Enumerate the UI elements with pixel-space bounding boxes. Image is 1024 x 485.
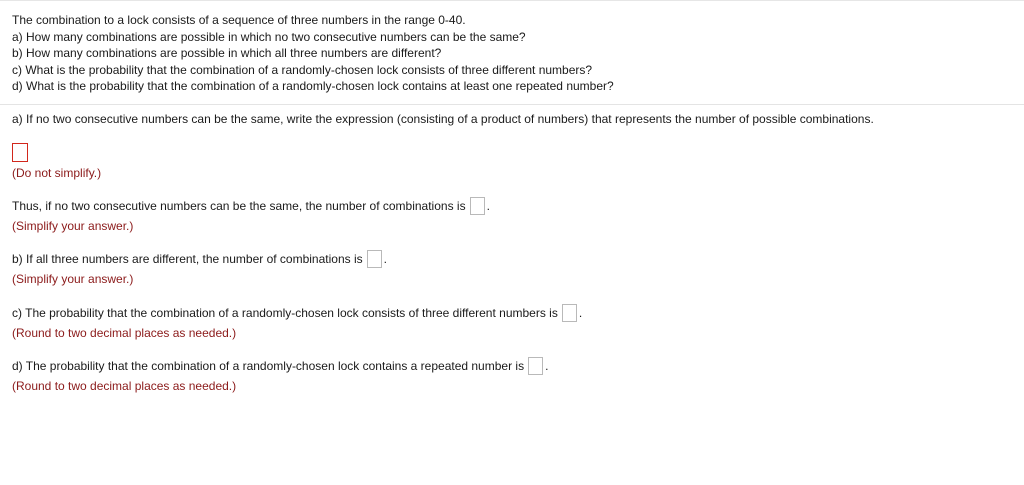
question-part-a: a) How many combinations are possible in which no two consecutive numbers can be the same?	[12, 29, 526, 44]
question-part-d: d) What is the probability that the combination of a randomly-chosen lock contains at least one repeated number?	[12, 79, 614, 94]
question-part-c: c) What is the probability that the combination of a randomly-chosen lock consists of three different numbers?	[12, 62, 593, 77]
part-b-period: .	[383, 252, 387, 266]
part-a-prompt: a) If no two consecutive numbers can be the same, write the expression (consisting of a product of numbers) that represents the number of possible combinations.	[12, 112, 874, 126]
part-a-expression-row	[12, 143, 28, 162]
part-d-row	[12, 356, 548, 376]
section-divider	[0, 104, 1024, 105]
part-c-text: c) The probability that the combination of a randomly-chosen lock consists of three different numbers is	[12, 306, 558, 320]
question-part-b: b) How many combinations are possible in which all three numbers are different?	[12, 46, 442, 61]
part-a-result-input[interactable]	[470, 197, 485, 215]
part-b-text: b) If all three numbers are different, the number of combinations is	[12, 252, 363, 266]
part-b-hint-row	[12, 271, 133, 287]
question-intro: The combination to a lock consists of a sequence of three numbers in the range 0-40.	[12, 13, 466, 27]
question-text	[12, 12, 1012, 95]
part-d-text: d) The probability that the combination of a randomly-chosen lock contains a repeated number is	[12, 359, 525, 373]
part-a-result-text: Thus, if no two consecutive numbers can be the same, the number of combinations is	[12, 199, 466, 213]
part-c-row	[12, 303, 582, 323]
part-a-result-row	[12, 196, 490, 216]
part-a-expression-input[interactable]	[12, 143, 28, 162]
part-d-hint-row	[12, 378, 236, 394]
part-c-input[interactable]	[562, 304, 577, 322]
part-b-row	[12, 249, 387, 269]
part-c-period: .	[578, 306, 583, 320]
part-b-input[interactable]	[367, 250, 382, 268]
part-a-section	[12, 111, 874, 127]
part-a-result-hint: (Simplify your answer.)	[12, 219, 134, 233]
part-a-period: .	[486, 199, 490, 213]
part-d-hint: (Round to two decimal places as needed.)	[12, 379, 237, 393]
part-a-expression-hint: (Do not simplify.)	[12, 166, 102, 180]
part-c-hint-row	[12, 325, 236, 341]
top-rule	[0, 0, 1024, 1]
part-a-result-hint-row	[12, 218, 133, 234]
part-a-expression-hint-row	[12, 165, 101, 181]
part-c-hint: (Round to two decimal places as needed.)	[12, 326, 237, 340]
part-d-input[interactable]	[528, 357, 543, 375]
part-d-period: .	[545, 359, 549, 373]
part-b-hint: (Simplify your answer.)	[12, 272, 134, 286]
